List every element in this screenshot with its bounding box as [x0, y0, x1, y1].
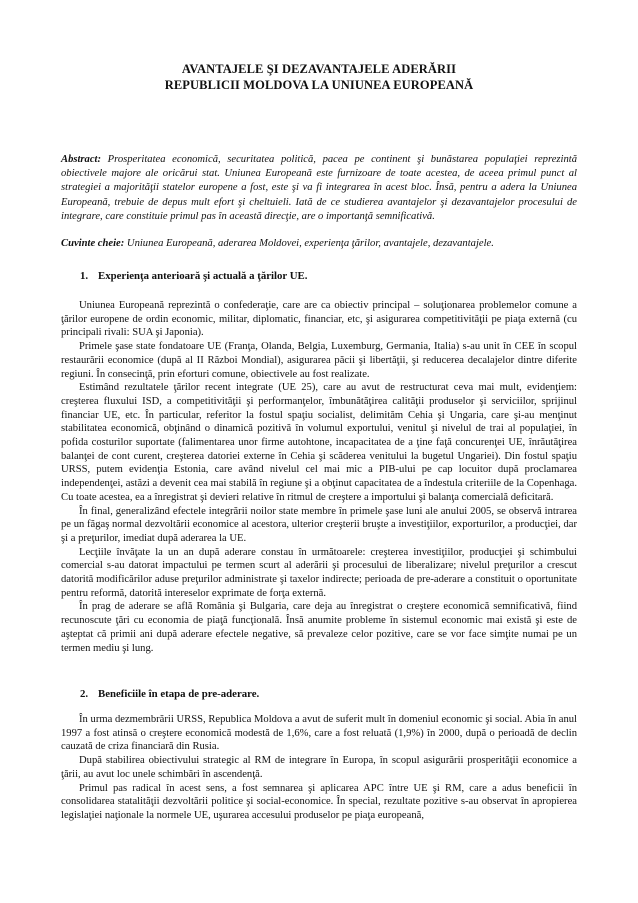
abstract	[61, 153, 577, 224]
section-1-title: Experienţa anterioară şi actuală a ţărilor UE.	[98, 270, 308, 282]
page-title	[60, 62, 578, 93]
section-2-paragraph: Primul pas radical în acest sens, a fost semnarea şi aplicarea APC între UE şi RM, care a adus beneficii în consolidarea statalităţii dezvoltării politice şi social-economice. În special, rezultate pozitive s-au observat în apropierea legislaţiei naţionale la normele UE, uşurarea accesului produselor pe piaţa europeană,	[61, 782, 577, 821]
keywords	[61, 237, 577, 251]
section-2-body	[61, 713, 577, 823]
section-1-paragraph: În prag de aderare se află România şi Bulgaria, care deja au înregistrat o creştere economică semnificativă, fiind recunoscute ţări cu economia de piaţă funcţională. Însă anumite probleme în sistemul economic mai există şi este de aşteptat că primii ani după aderare efectele negative, să prevaleze celor pozitive, care se vor face simţite numai pe un termen mediu şi lung.	[61, 601, 577, 654]
section-1-number: 1.	[80, 270, 89, 282]
section-2-paragraph: După stabilirea obiectivului strategic al RM de integrare în Europa, în scopul asigurării prosperităţii economice a ţării, au avut loc unele schimbări în ascendenţă.	[61, 755, 577, 780]
abstract-text: Prosperitatea economică, securitatea politică, pacea pe continent şi bunăstarea populaţiei reprezintă obiectivele majore ale oricărui stat. Uniunea Europeană este furnizoare de toate acestea, de aceea primul punct al strategiei a majorităţii statelor europene a fost, este şi va fi integrarea în acest bloc. Însă, pentru a adera la Uniunea Europeană, trebuie de depus mult efort şi cheltuieli. Iată de ce studierea avantajelor şi dezavantajelor procesului de integrare, care constituie primul pas în această direcţie, are o importanţă semnificativă.	[61, 154, 577, 222]
abstract-label: Abstract:	[61, 154, 102, 165]
keywords-label: Cuvinte cheie:	[61, 238, 125, 249]
section-1-paragraph: Uniunea Europeană reprezintă o confederaţie, care are ca obiectiv principal – soluţionarea problemelor comune a ţărilor europene de ordin economic, militar, diplomatic, financiar, etc, şi asigurarea competitivităţii pe piaţa externă (cu principali rivali: SUA şi Japonia).	[61, 300, 577, 339]
section-1-body	[61, 299, 577, 655]
section-1-paragraph: Lecţiile învăţate la un an după aderare constau în următoarele: creşterea investiţiilor, producţiei şi schimbului comercial s-au datorat impactului pe termen scurt al aderării şi procesului de liberalizare; nivelul preţurilor a crescut datorită modificărilor aduse preţurilor administrate şi taxelor indirecte; perioada de pre-aderare a constituit o oportunitate pentru reformă, datorită intereselor exprimate de forţa externă.	[61, 546, 577, 599]
section-1-paragraph: Primele şase state fondatoare UE (Franţa, Olanda, Belgia, Luxemburg, Germania, Italia) s-au unit în CEE în scopul restaurării economice (după al II Război Mondial), asigurarea păcii şi libertăţii, şi reducerea decalajelor dintre diferite regiuni. În consecinţă, prin eforturi comune, obiectivele au fost realizate.	[61, 341, 577, 380]
section-2-number: 2.	[80, 688, 89, 700]
keywords-text: Uniunea Europeană, aderarea Moldovei, experienţa ţărilor, avantajele, dezavantajele.	[124, 238, 494, 249]
title-line-2: REPUBLICII MOLDOVA LA UNIUNEA EUROPEANĂ	[164, 77, 474, 92]
title-line-1: AVANTAJELE ŞI DEZAVANTAJELE ADERĂRII	[181, 62, 457, 76]
section-2-title: Beneficiile în etapa de pre-aderare.	[98, 688, 260, 700]
section-1-paragraph: Estimând rezultatele ţărilor recent integrate (UE 25), care au avut de restructurat ceva mai mult, evidenţiem: creşterea fluxului ISD, a competitivităţii şi performanţelor, îmbunătăţirea calităţii produselor şi serviciilor, sprijinul financiar UE, etc. În particular, referitor la fostul spaţiu socialist, delimităm Cehia şi Ungaria, care şi-au menţinut stabilitatea economică, obţinând o dinamică pozitivă în volumul exportului, venitul şi nivelul de trai al populaţiei, în pofida costurilor suportate (falimentarea unor firme autohtone, incapacitatea de a ţine faţă concurenţei UE, înrăutăţirea balanţei de cont curent, creşterea datoriei externe în Cehia şi scăderea venitului la bugetul Ungariei). Din fostul spaţiu URSS, putem evidenţia Estonia, care având nivelul cel mai mic a PIB-ului pe cap locuitor după proclamarea independenţei, astăzi a devenit cea mai stabilă în regiune şi a obţinut capacitatea de a îndestula criteriile de la Copenhaga. Cu toate acestea, ea a înregistrat şi devieri relative în ritmul de creştere a importului şi balanţa comercială deficitară.	[61, 382, 577, 503]
section-2-heading	[80, 688, 259, 702]
section-1-paragraph: În final, generalizând efectele integrării noilor state membre în primele şase luni ale anului 2005, se observă intrarea pe un făgaş normal dezvoltării economice al acestora, ulterior creşterii bruşte a investiţiilor, exporturilor, a producţiei, dar şi a preţurilor, imediat după aderarea la UE.	[61, 505, 577, 544]
section-1-heading	[80, 270, 307, 284]
section-2-paragraph: În urma dezmembrării URSS, Republica Moldova a avut de suferit mult în domeniul economic şi social. Abia în anul 1997 a fost atinsă o creştere economică modestă de 1,6%, care a fost reluată (1,9%) în 2000, după o perioadă de declin cauzată de criza financiară din Rusia.	[61, 714, 577, 753]
